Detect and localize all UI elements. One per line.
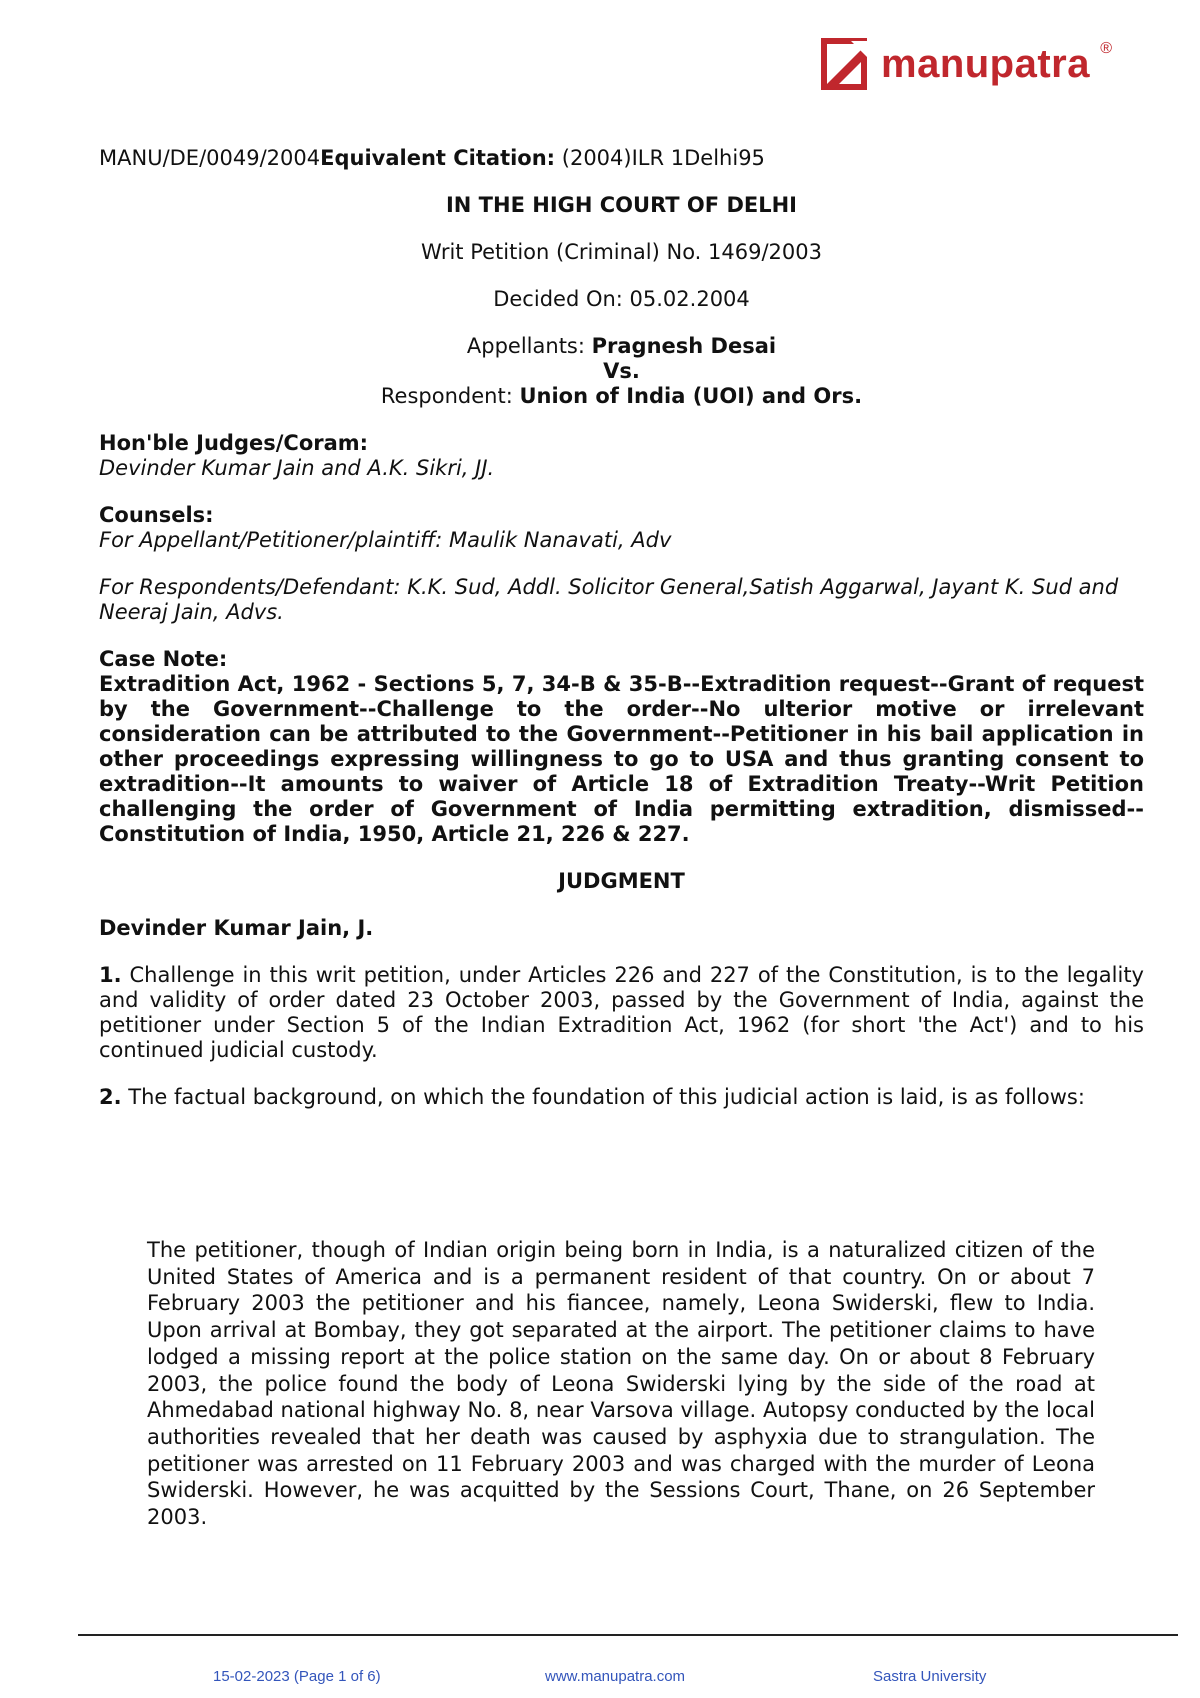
logo-text: manupatra	[881, 41, 1090, 86]
case-note-heading: Case Note:	[99, 647, 228, 671]
paragraph-number: 2.	[99, 1085, 122, 1109]
judgment-heading: JUDGMENT	[558, 869, 685, 893]
paragraph-2	[99, 1085, 1144, 1110]
judges-heading: Hon'ble Judges/Coram:	[99, 431, 369, 455]
quoted-passage: The petitioner, though of Indian origin being born in India, is a naturalized citizen of the United States of America and is a permanent resident of that country. On or about 7 February 2003 the petitioner and his fiancee, namely, Leona Swiderski, flew to India. Upon arrival at Bombay, they got separated at the airport. The petitioner claims to have lodged a missing report at the police station on the same day. On or about 8 February 2003, the police found the body of Leona Swiderski lying by the side of the road at Ahmedabad national highway No. 8, near Varsova village. Autopsy conducted by the local authorities revealed that her death was caused by asphyxia due to strangulation. The petitioner was arrested on 11 February 2003 and was charged with the murder of Leona Swiderski. However, he was acquitted by the Sessions Court, Thane, on 26 September 2003.	[147, 1238, 1095, 1530]
footer-page-info: 15-02-2023 (Page 1 of 6)	[213, 1668, 381, 1685]
counsel-appellant: For Appellant/Petitioner/plaintiff: Maulik Nanavati, Adv	[99, 528, 672, 552]
equivalent-citation-label: Equivalent Citation:	[320, 146, 556, 170]
judges-names: Devinder Kumar Jain and A.K. Sikri, JJ.	[99, 456, 495, 480]
decided-on: Decided On: 05.02.2004	[493, 287, 750, 311]
appellants-label: Appellants:	[466, 334, 592, 358]
judge-name: Devinder Kumar Jain, J.	[99, 916, 374, 940]
footer-divider	[78, 1634, 1178, 1636]
versus-label: Vs.	[603, 359, 640, 383]
respondent-line	[99, 384, 1144, 409]
manupatra-logo-icon	[821, 38, 873, 90]
document-body	[99, 146, 1144, 1110]
respondent-label: Respondent:	[380, 384, 520, 408]
respondent-name: Union of India (UOI) and Ors.	[519, 384, 863, 408]
paragraph-1	[99, 963, 1144, 1063]
counsel-respondents: For Respondents/Defendant: K.K. Sud, Addl. Solicitor General,Satish Aggarwal, Jayant K. Sud and Neeraj Jain, Advs.	[99, 575, 1119, 624]
footer-website-link[interactable]: www.manupatra.com	[545, 1668, 686, 1685]
parties-block	[99, 334, 1144, 409]
appellants-name: Pragnesh Desai	[591, 334, 777, 358]
petition-number: Writ Petition (Criminal) No. 1469/2003	[421, 240, 822, 264]
paragraph-text: Challenge in this writ petition, under Articles 226 and 227 of the Constitution, is to the legality and validity of order dated 23 October 2003, passed by the Government of India, against the petitioner under Section 5 of the Indian Extradition Act, 1962 (for short 'the Act') and to his continued judicial custody.	[99, 963, 1144, 1062]
judges-block	[99, 431, 1144, 481]
logo-registered-mark: ®	[1100, 40, 1112, 57]
counsels-heading: Counsels:	[99, 503, 214, 527]
manu-citation: MANU/DE/0049/2004	[99, 146, 321, 170]
court-name: IN THE HIGH COURT OF DELHI	[445, 193, 797, 217]
equivalent-citation-value: (2004)ILR 1Delhi95	[555, 146, 765, 170]
appellants-line	[99, 334, 1144, 359]
paragraph-number: 1.	[99, 963, 122, 987]
paragraph-text: The factual background, on which the foundation of this judicial action is laid, is as follows:	[121, 1085, 1085, 1109]
footer-institution: Sastra University	[873, 1668, 987, 1685]
manupatra-logo	[821, 38, 1112, 90]
citation-line	[99, 146, 1144, 171]
case-note-text: Extradition Act, 1962 - Sections 5, 7, 34-B & 35-B--Extradition request--Grant of request by the Government--Challenge to the order--No ulterior motive or irrelevant consideration can be attributed to the Government--Petitioner in his bail application in other proceedings expressing willingness to go to USA and thus granting consent to extradition--It amounts to waiver of Article 18 of Extradition Treaty--Writ Petition challenging the order of Government of India permitting extradition, dismissed--Constitution of India, 1950, Article 21, 226 & 227.	[99, 672, 1144, 846]
